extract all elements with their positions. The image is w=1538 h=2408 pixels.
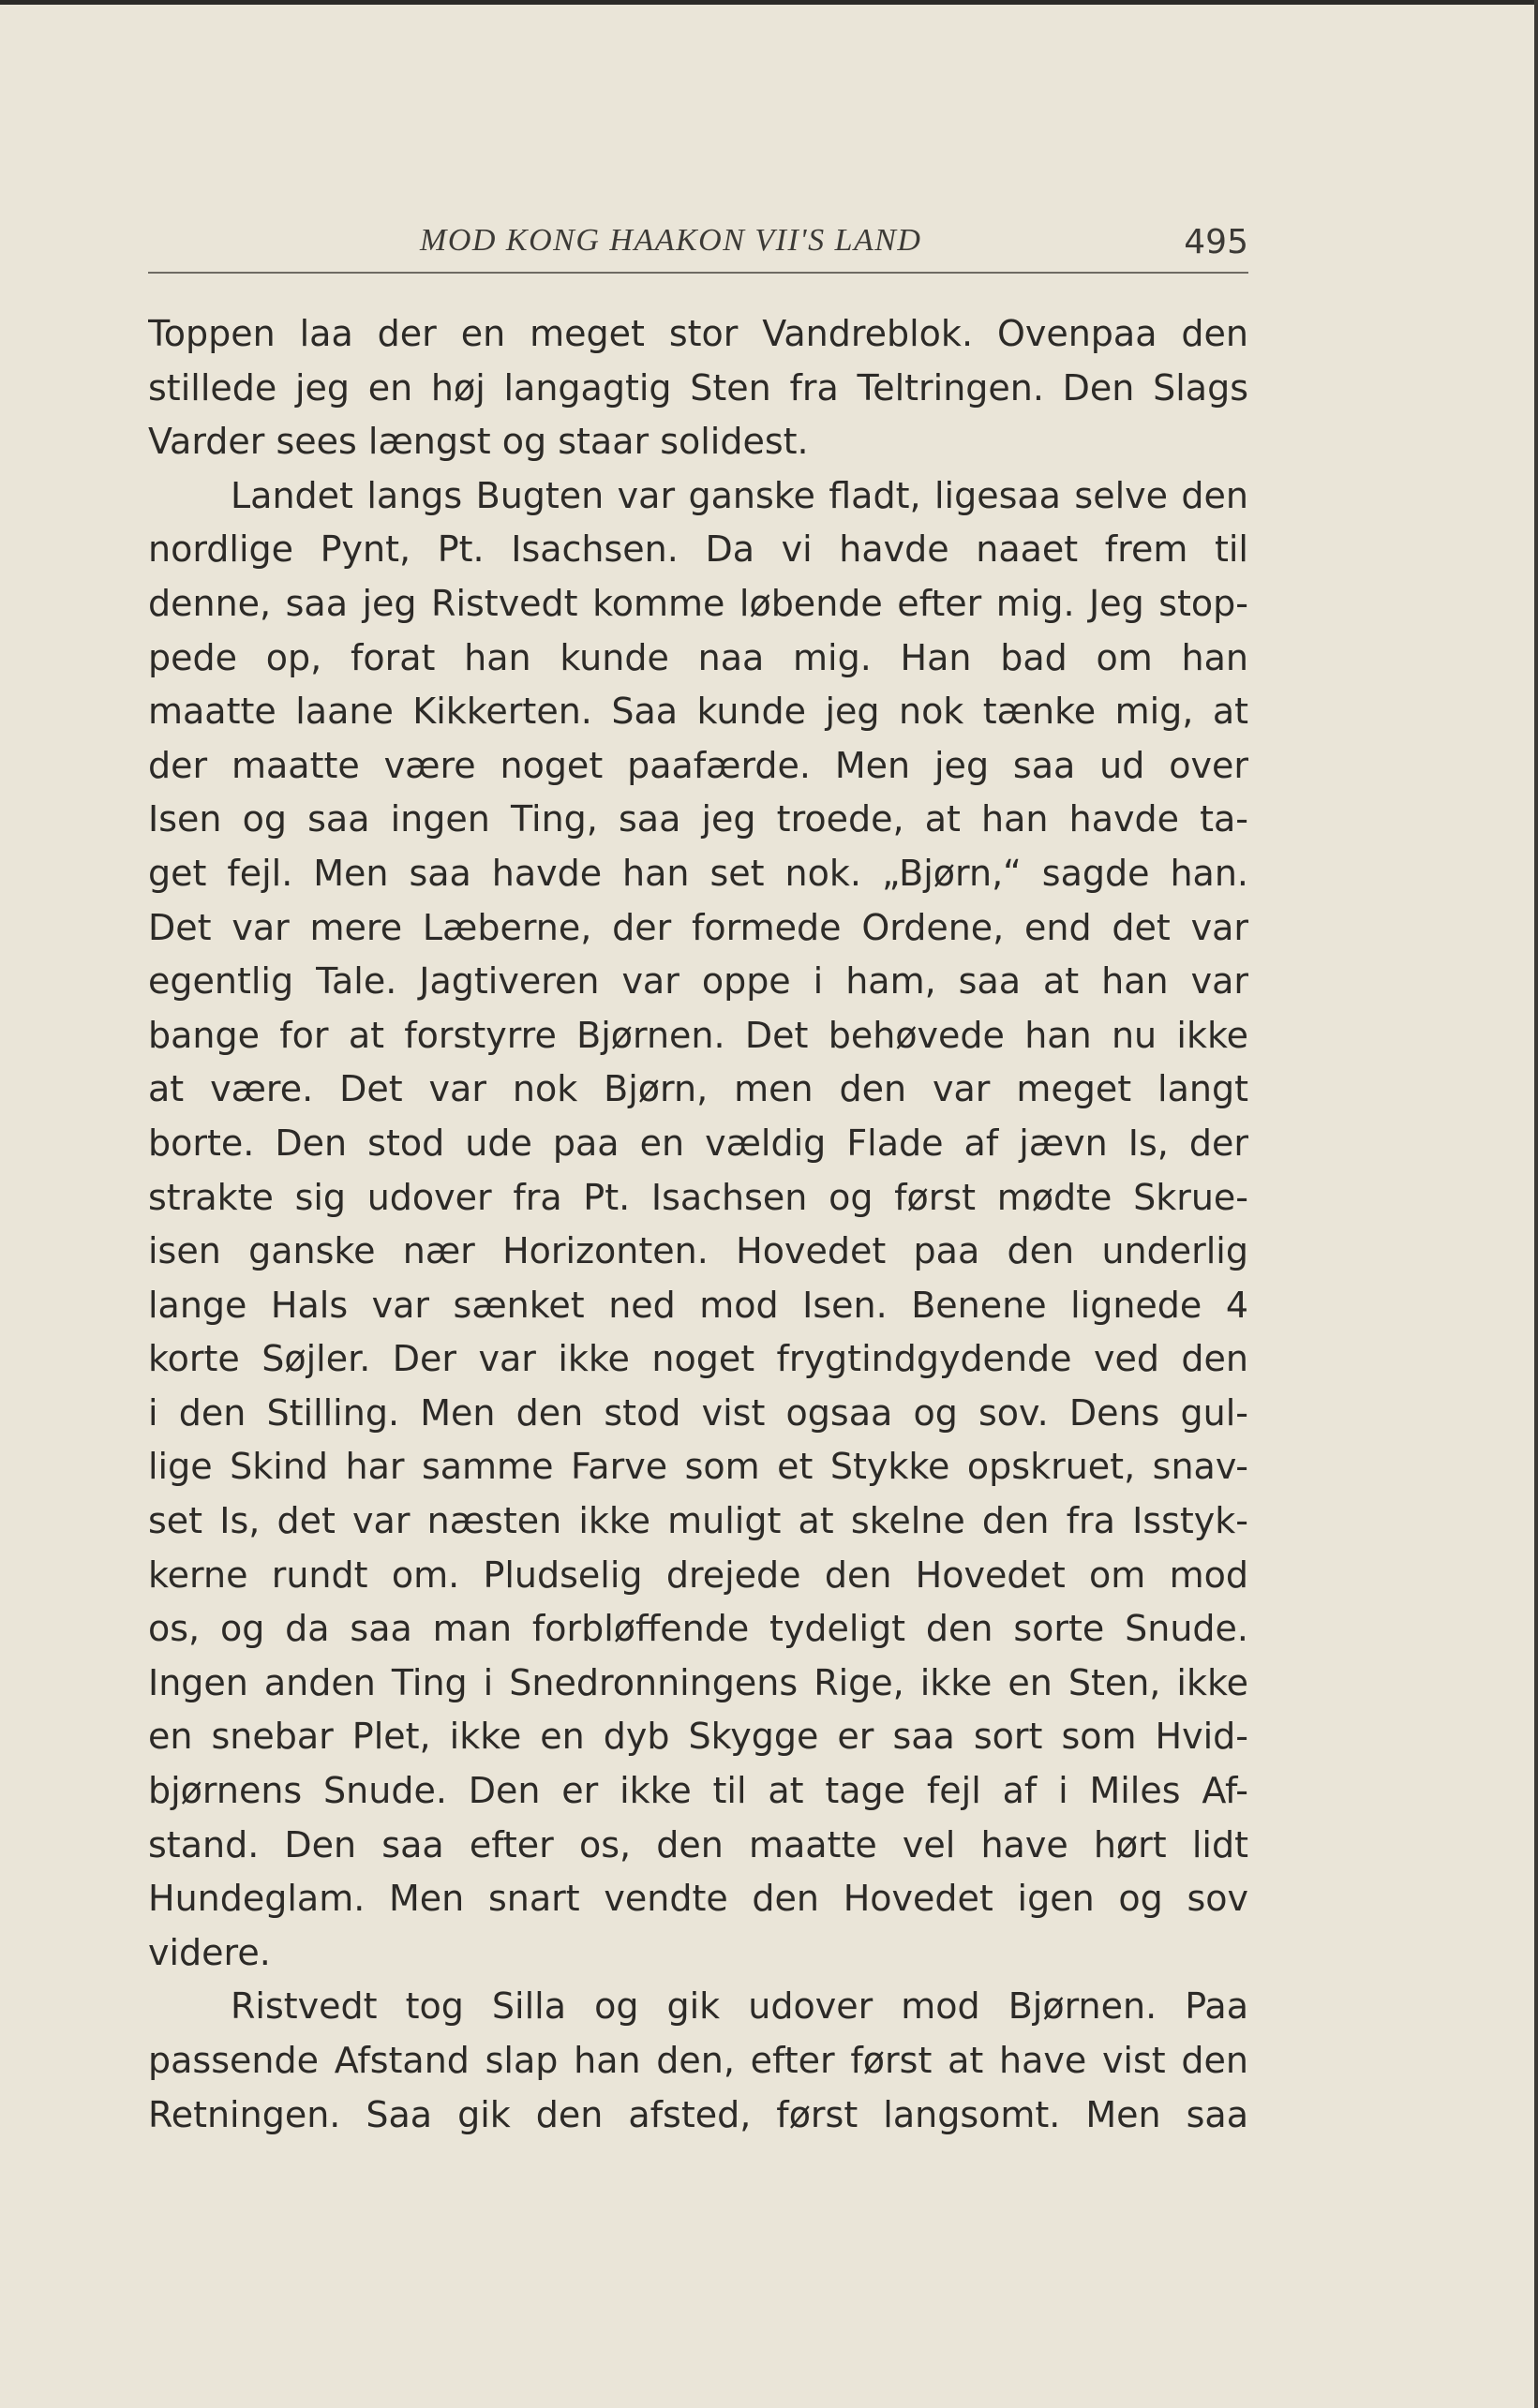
text-line: lige Skind har samme Farve som et Stykke opskruet, snav- — [148, 1446, 1248, 1488]
running-head — [148, 217, 1248, 274]
text-line: get fejl. Men saa havde han set nok. „Bjørn,“ sagde han. — [148, 852, 1248, 894]
text-line: denne, saa jeg Ristvedt komme løbende efter mig. Jeg stop- — [148, 582, 1248, 624]
text-line: der maatte være noget paafærde. Men jeg saa ud over — [148, 744, 1248, 786]
text-line: en snebar Plet, ikke en dyb Skygge er saa sort som Hvid- — [148, 1716, 1248, 1758]
text-line: Toppen laa der en meget stor Vandreblok. Ovenpaa den — [148, 313, 1248, 354]
text-line: Landet langs Bugten var ganske fladt, ligesaa selve den — [231, 474, 1248, 516]
text-line: at være. Det var nok Bjørn, men den var meget langt — [148, 1068, 1248, 1110]
text-line: Isen og saa ingen Ting, saa jeg troede, at han havde ta- — [148, 798, 1248, 840]
text-line: maatte laane Kikkerten. Saa kunde jeg nok tænke mig, at — [148, 691, 1248, 733]
text-line: stand. Den saa efter os, den maatte vel have hørt lidt — [148, 1823, 1248, 1865]
page-number: 495 — [1184, 223, 1248, 261]
text-line: set Is, det var næsten ikke muligt at skelne den fra Isstyk- — [148, 1500, 1248, 1542]
text-line: lange Hals var sænket ned mod Isen. Benene lignede 4 — [148, 1284, 1248, 1326]
text-line: pede op, forat han kunde naa mig. Han bad om han — [148, 636, 1248, 678]
text-line: borte. Den stod ude paa en vældig Flade af jævn Is, der — [148, 1122, 1248, 1164]
running-title: MOD KONG HAAKON VII'S LAND — [420, 223, 922, 258]
text-line: Ristvedt tog Silla og gik udover mod Bjørnen. Paa — [231, 1985, 1248, 2028]
text-line: Det var mere Læberne, der formede Ordene, end det var — [148, 906, 1248, 948]
text-line: Varder sees længst og staar solidest. — [148, 421, 809, 463]
text-line: passende Afstand slap han den, efter først at have vist den — [148, 2040, 1248, 2081]
text-line: kerne rundt om. Pludselig drejede den Hovedet om mod — [148, 1553, 1248, 1596]
text-line: bjørnens Snude. Den er ikke til at tage fejl af i Miles Af- — [148, 1770, 1248, 1812]
text-line: Retningen. Saa gik den afsted, først langsomt. Men saa — [148, 2093, 1248, 2135]
text-line: korte Søjler. Der var ikke noget frygtindgydende ved den — [148, 1338, 1248, 1380]
page-right-edge — [1534, 0, 1538, 2408]
text-line: os, og da saa man forbløffende tydeligt den sorte Snude. — [148, 1608, 1248, 1650]
text-line: egentlig Tale. Jagtiveren var oppe i ham, saa at han var — [148, 960, 1248, 1003]
text-line: stillede jeg en høj langagtig Sten fra Teltringen. Den Slags — [148, 366, 1248, 409]
page-top-edge — [0, 0, 1538, 5]
text-line: nordlige Pynt, Pt. Isachsen. Da vi havde naaet frem til — [148, 528, 1248, 571]
text-line: strakte sig udover fra Pt. Isachsen og først mødte Skrue- — [148, 1176, 1248, 1218]
text-line: Ingen anden Ting i Snedronningens Rige, ikke en Sten, ikke — [148, 1661, 1248, 1703]
text-line: Hundeglam. Men snart vendte den Hovedet igen og sov — [148, 1878, 1248, 1920]
text-line: isen ganske nær Horizonten. Hovedet paa den underlig — [148, 1230, 1248, 1272]
text-line: i den Stilling. Men den stod vist ogsaa og sov. Dens gul- — [148, 1391, 1248, 1434]
text-line: bange for at forstyrre Bjørnen. Det behøvede han nu ikke — [148, 1014, 1248, 1056]
body-text — [148, 307, 1248, 2142]
text-line: videre. — [148, 1931, 271, 1973]
